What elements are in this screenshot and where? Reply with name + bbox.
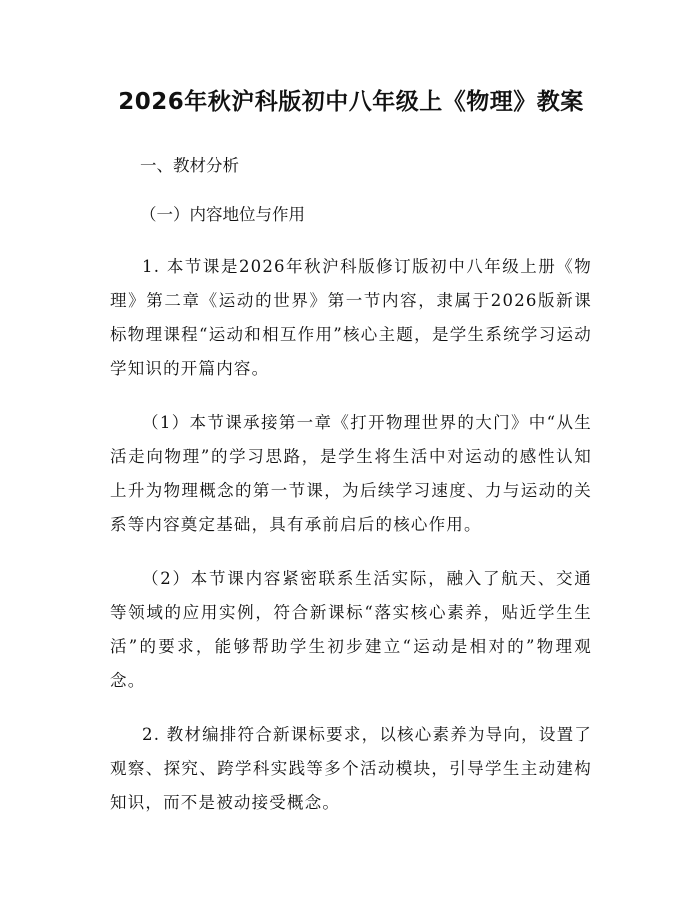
paragraph-2: （1）本节课承接第一章《打开物理世界的大门》中“从生活走向物理”的学习思路，是学生将生活中对运动的感性认知上升为物理概念的第一节课，为后续学习速度、力与运动的关系等内容奠定基础，具有承前启后的核心作用。 xyxy=(110,413,592,534)
paragraph-3: （2）本节课内容紧密联系生活实际，融入了航天、交通等领域的应用实例，符合新课标“落实核心素养，贴近学生生活”的要求，能够帮助学生初步建立“运动是相对的”物理观念。 xyxy=(110,569,592,690)
section-heading: 一、教材分析 xyxy=(140,156,239,175)
subsection-heading: （一）内容地位与作用 xyxy=(140,205,305,224)
paragraph-1: 1. 本节课是2026年秋沪科版修订版初中八年级上册《物理》第二章《运动的世界》第一节内容，隶属于2026版新课标物理课程“运动和相互作用”核心主题，是学生系统学习运动学知识的开篇内容。 xyxy=(110,257,592,378)
paragraph-4: 2. 教材编排符合新课标要求，以核心素养为导向，设置了观察、探究、跨学科实践等多个活动模块，引导学生主动建构知识，而不是被动接受概念。 xyxy=(110,725,592,812)
document-title: 2026年秋沪科版初中八年级上《物理》教案 xyxy=(118,89,584,115)
